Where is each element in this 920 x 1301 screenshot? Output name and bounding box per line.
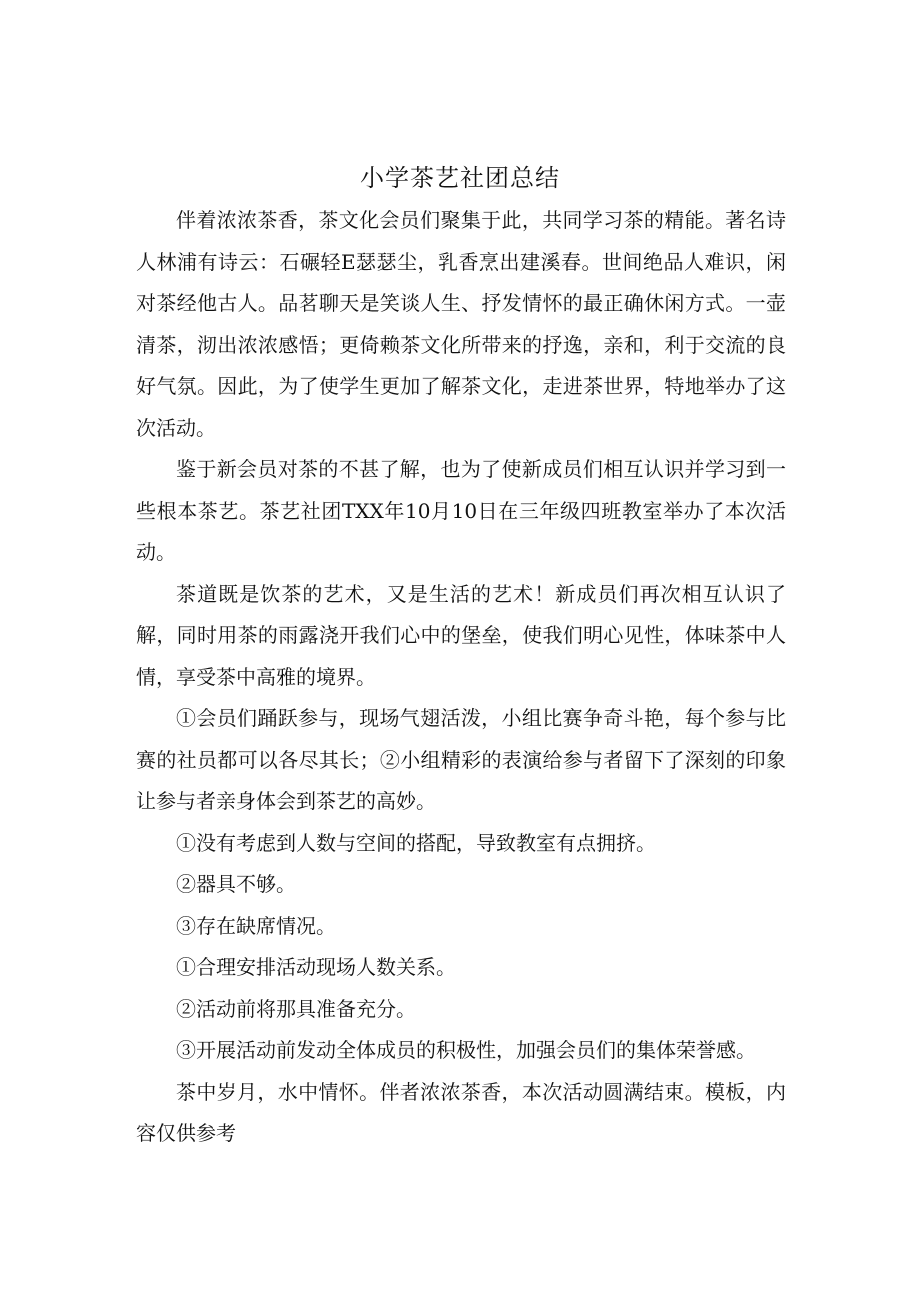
paragraph-improvement-1: ①合理安排活动现场人数关系。 (176, 955, 456, 979)
document-title: 小学茶艺社团总结 (360, 164, 560, 192)
paragraph-problem-1: ①没有考虑到人数与空间的搭配，导致教室有点拥挤。 (176, 830, 656, 855)
paragraph-improvement-3: ③开展活动前发动全体成员的积极性，加强会员们的集体荣誉感。 (176, 1038, 756, 1062)
paragraph-improvement-2: ②活动前将那具准备充分。 (176, 996, 416, 1021)
paragraph-highlights: ①会员们踊跃参与，现场气翅活泼，小组比赛争奇斗艳，每个参与比赛的社员都可以各尽其长；②小组精彩的表演给参与者留下了深刻的印象让参与者亲身体会到茶艺的高妙。 (136, 706, 786, 813)
paragraph-background: 鉴于新会员对茶的不甚了解，也为了使新成员们相互认识并学习到一些根本茶艺。茶艺社团TXX年10月10日在三年级四班教室举办了本次活动。 (136, 457, 786, 564)
paragraph-conclusion: 茶中岁月，水中情怀。伴者浓浓茶香，本次活动圆满结束。模板，内容仅供参考 (136, 1079, 786, 1145)
paragraph-intro: 伴着浓浓茶香，茶文化会员们聚集于此，共同学习茶的精能。著名诗人林浦有诗云：石碾轻E瑟瑟尘，乳香烹出建溪春。世间绝品人难识，闲对茶经他古人。品茗聊天是笑谈人生、抒发情怀的最正确休闲方式。一壶清茶，沏出浓浓感悟；更倚赖茶文化所带来的抒逸，亲和，利于交流的良好气氛。因此，为了使学生更加了解茶文化，走进茶世界，特地举办了这次活动。 (136, 208, 786, 440)
paragraph-problem-2: ②器具不够。 (176, 872, 296, 896)
paragraph-problem-3: ③存在缺席情况。 (176, 913, 336, 938)
document-body (136, 200, 786, 1155)
paragraph-tea-art: 茶道既是饮茶的艺术，又是生活的艺术！新成员们再次相互认识了解，同时用茶的雨露浇开我们心中的堡垒，使我们明心见性，体味茶中人情，享受茶中高雅的境界。 (136, 581, 786, 689)
